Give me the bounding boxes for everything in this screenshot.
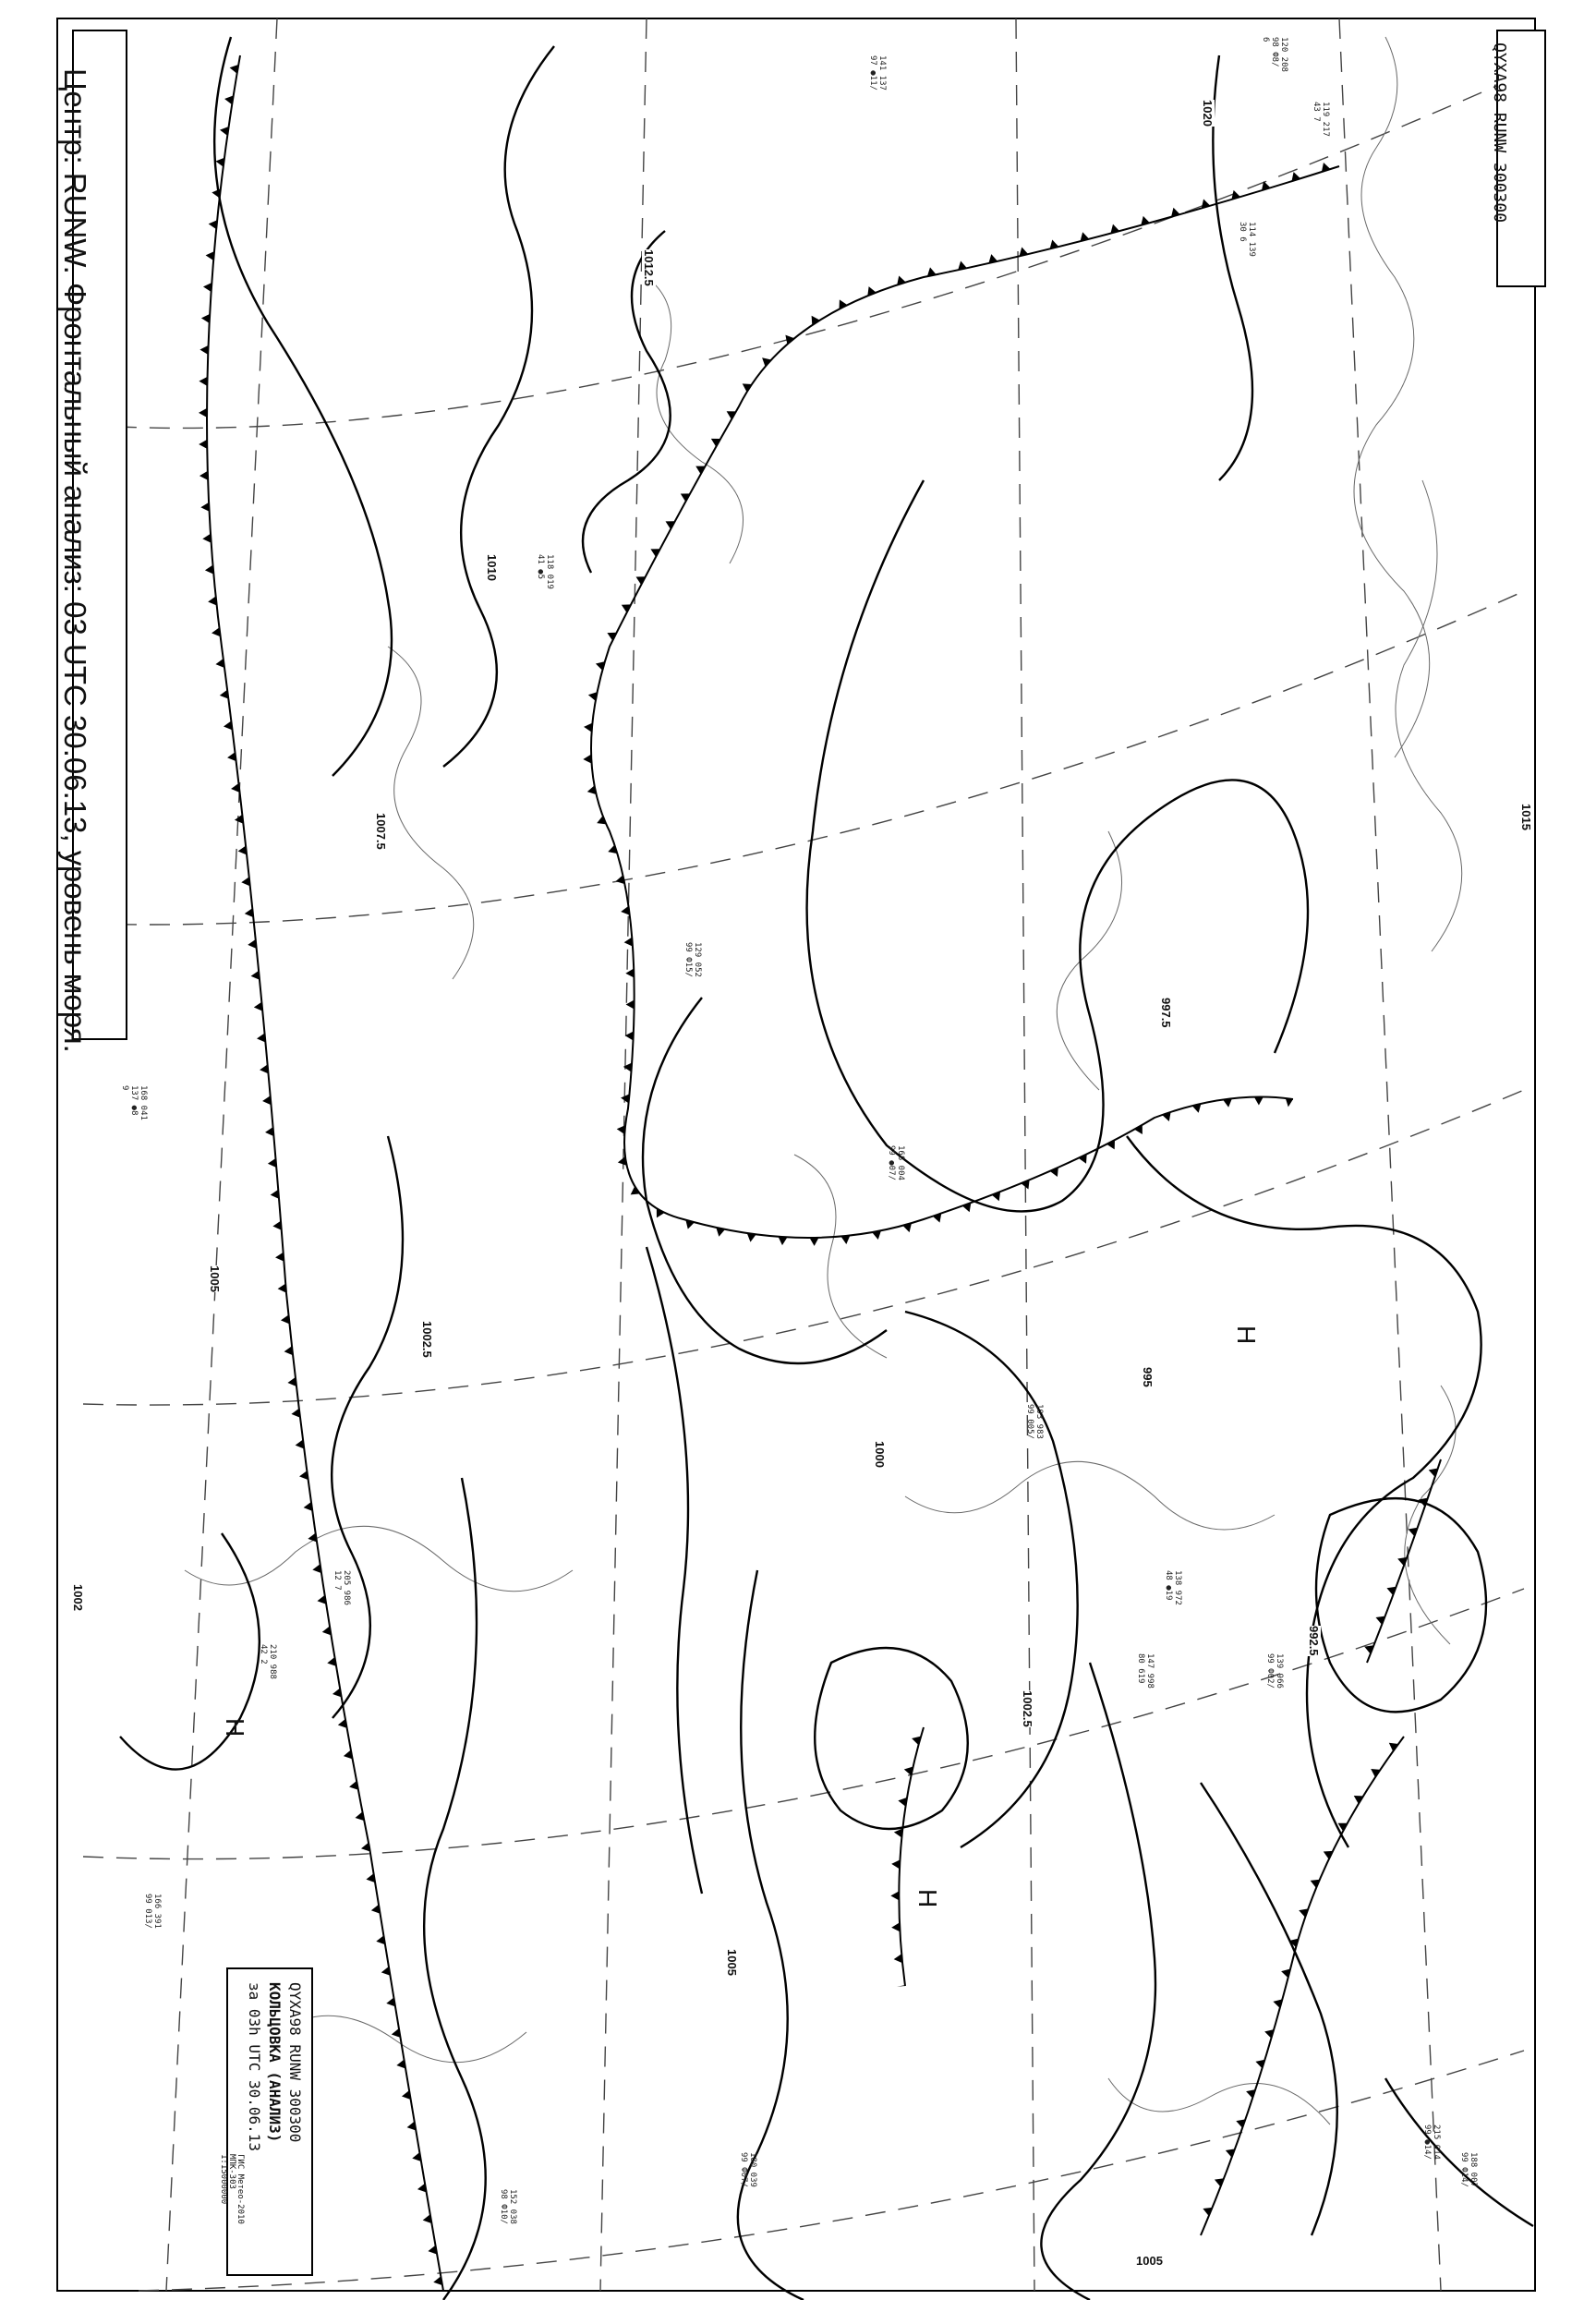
low-center-marker: Н: [913, 1889, 942, 1908]
station-plot: 138 972 48 ●19: [1164, 1570, 1182, 1605]
front-triangle: [224, 95, 234, 104]
front-triangle: [230, 65, 239, 74]
front-triangle: [241, 877, 249, 886]
station-plot: 168 004 99 ●07/: [887, 1145, 905, 1180]
front-triangle: [621, 906, 630, 915]
front-triangle: [215, 659, 224, 668]
front-triangle: [890, 1891, 899, 1900]
map-frame: [57, 18, 1535, 2291]
front-triangle: [199, 440, 207, 449]
front-triangle: [840, 1235, 850, 1243]
front-triangle: [747, 1233, 756, 1242]
front-triangle: [625, 969, 634, 978]
station-plot: 166 391 99 013/: [143, 1894, 162, 1929]
isobar-label: 1007.5: [374, 813, 388, 850]
station-plot: 141 137 97 ●11/: [868, 55, 887, 91]
header-code: QYXA98 RUNW 300300: [1490, 42, 1509, 224]
isobar-label: 997.5: [1159, 998, 1173, 1028]
front-triangle: [1322, 163, 1331, 172]
front-triangle: [212, 188, 221, 198]
front-triangle: [304, 1502, 313, 1511]
front-triangle: [265, 1127, 273, 1136]
front-triangle: [376, 1935, 385, 1944]
station-plot: 120 208 98 Ф8/ 6: [1261, 37, 1288, 72]
front-triangle: [200, 345, 208, 355]
station-plot: 119 217 43 7: [1312, 102, 1330, 137]
station-plot: 215 014 99 ●14/: [1422, 2124, 1441, 2160]
front-triangle: [381, 1967, 391, 1976]
front-triangle: [897, 275, 906, 284]
front-triangle: [891, 1859, 900, 1869]
front-triangle: [203, 283, 212, 292]
front-triangle: [238, 846, 247, 855]
isobar-label: 1010: [485, 554, 499, 581]
front-triangle: [227, 752, 236, 761]
front-triangle: [433, 2276, 442, 2285]
isobar-label: 1002: [71, 1584, 85, 1611]
legend-software: ГИС Метео-2010: [236, 2154, 245, 2224]
front-triangle: [199, 408, 207, 418]
front-triangle: [583, 755, 591, 764]
front-triangle: [248, 939, 256, 949]
legend-box: [219, 1967, 313, 2276]
front-triangle: [209, 220, 217, 229]
front-triangle: [312, 1564, 321, 1573]
isobar-label: 1002.5: [1021, 1690, 1034, 1727]
front-triangle: [199, 377, 207, 386]
legend-complex: МПК-303: [227, 2154, 236, 2189]
front-triangle: [208, 597, 216, 606]
front-triangle: [235, 815, 244, 824]
front-triangle: [254, 1002, 262, 1011]
front-triangle: [894, 1954, 902, 1963]
station-plot: 114 139 30 6: [1238, 222, 1256, 257]
header-code-box: [1490, 30, 1546, 287]
isobar-label: 1005: [725, 1949, 739, 1976]
front-triangle: [898, 1798, 907, 1807]
station-plot: 118 019 41 ●5: [536, 554, 554, 589]
front-triangle: [327, 1657, 336, 1666]
isobar-label: 1005: [208, 1265, 222, 1292]
station-plot: 129 052 99 Ф15/: [683, 942, 702, 977]
front-triangle: [251, 971, 260, 980]
front-triangle: [1254, 1097, 1264, 1106]
front-triangle: [412, 2152, 421, 2161]
front-triangle: [200, 471, 208, 480]
legend-product: КОЛЬЦОВКА (АНАЛИЗ): [266, 1982, 284, 2143]
front-triangle: [224, 720, 233, 730]
station-plot: 147 998 80 619: [1136, 1653, 1155, 1689]
front-triangle: [245, 908, 253, 917]
isobar-label: 1012.5: [642, 249, 656, 286]
front-triangle: [386, 1997, 395, 2006]
front-triangle: [212, 627, 221, 636]
front-triangle: [268, 1158, 276, 1168]
front-triangle: [423, 2214, 432, 2223]
isobar-label: 992.5: [1307, 1626, 1321, 1656]
front-triangle: [287, 1377, 296, 1386]
front-triangle: [407, 2122, 417, 2131]
front-triangle: [220, 690, 229, 699]
station-plot: 188 007 99 Ф14/: [1459, 2152, 1478, 2187]
front-triangle: [618, 1156, 627, 1166]
front-triangle: [299, 1471, 308, 1480]
front-triangle: [366, 1873, 375, 1882]
front-triangle: [897, 1985, 905, 1987]
front-triangle: [428, 2246, 437, 2255]
front-triangle: [260, 1064, 268, 1073]
front-triangle: [392, 2028, 401, 2038]
front-triangle: [257, 1034, 265, 1043]
graticule: [83, 18, 1524, 2291]
isobar-label: 1005: [1136, 2254, 1163, 2268]
front-triangle: [894, 1829, 902, 1838]
front-triangle: [623, 1062, 632, 1071]
front-triangle: [201, 314, 210, 323]
front-triangle: [275, 1253, 284, 1262]
isobar-label: 995: [1141, 1367, 1155, 1387]
legend-time: за 03h UTC 30.06.13: [246, 1982, 263, 2152]
front-triangle: [624, 938, 633, 947]
front-triangle: [584, 723, 592, 732]
low-center-marker: Н: [1232, 1326, 1261, 1345]
front-triangle: [617, 1125, 625, 1134]
station-plot: 139 966 99 Ф02/: [1265, 1653, 1284, 1689]
station-plot: 168 041 137 ●8 9: [120, 1085, 148, 1120]
station-plot: 180 039 99 Ф07/: [739, 2152, 757, 2187]
front-triangle: [809, 1238, 818, 1246]
front-triangle: [206, 251, 214, 260]
isobars: [120, 37, 1533, 2300]
front-triangle: [220, 127, 229, 136]
front-triangle: [202, 534, 211, 543]
front-triangle: [296, 1440, 305, 1449]
front-triangle: [417, 2184, 427, 2193]
coastlines: [185, 37, 1462, 2124]
legend-code: QYXA98 RUNW 300300: [286, 1982, 304, 2143]
front-triangle: [317, 1595, 326, 1604]
front-triangle: [205, 565, 213, 575]
map-title-box: [58, 30, 127, 1053]
front-triangle: [396, 2060, 405, 2069]
front-triangle: [779, 1237, 788, 1245]
front-triangle: [281, 1314, 289, 1324]
front-triangle: [284, 1346, 293, 1355]
front-triangle: [1223, 1098, 1232, 1108]
front-triangle: [322, 1626, 332, 1635]
front-triangle: [215, 158, 224, 167]
front-triangle: [291, 1409, 300, 1418]
station-plot: 205 986 12 7: [332, 1570, 351, 1605]
isobar-label: 1002.5: [420, 1321, 434, 1358]
front-triangle: [371, 1905, 381, 1914]
front-triangle: [891, 1922, 900, 1931]
isobar-label: 1015: [1519, 804, 1533, 830]
front-triangle: [1286, 1098, 1293, 1107]
legend-scale: 1:15000000: [219, 2154, 228, 2205]
front-triangle: [200, 502, 209, 512]
front-triangle: [278, 1284, 286, 1293]
fronts: [207, 55, 1441, 2291]
isobar-label: 1000: [873, 1441, 887, 1468]
front-triangle: [272, 1221, 281, 1230]
station-plot: 103 983 99 005/: [1025, 1404, 1044, 1439]
isobar-label: 1020: [1201, 100, 1215, 127]
map-title: Центр: RUNW. Фронтальный анализ: 03 UTC 30.06.13, уровень моря.: [58, 68, 92, 1053]
station-plot: 210 988 42 2: [259, 1644, 277, 1679]
front-triangle: [262, 1096, 271, 1105]
station-plot: 152 038 98 Ф10/: [499, 2189, 517, 2224]
front-triangle: [271, 1190, 279, 1199]
front-triangle: [332, 1689, 342, 1698]
front-triangle: [402, 2090, 411, 2100]
front-triangle: [231, 783, 240, 793]
low-center-marker: Н: [221, 1718, 249, 1737]
